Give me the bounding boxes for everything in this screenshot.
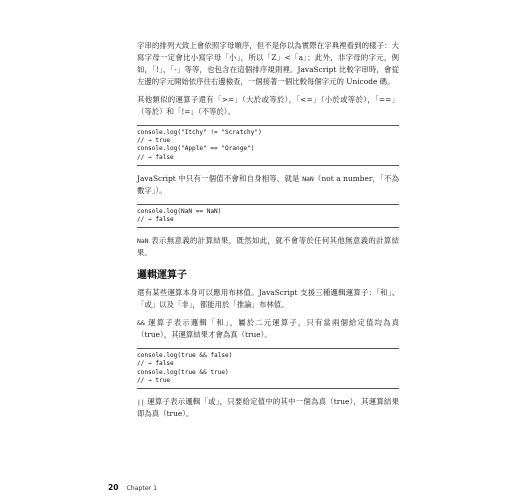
paragraph-and-operator — [137, 317, 399, 341]
inline-code-nan: NaN — [137, 237, 149, 246]
paragraph-comparison-operators: 其他類似的運算子還有「>=」（大於或等於），「<=」（小於或等於），「==」（等於）和「!=」（不等於）。 — [137, 95, 399, 116]
paragraph-string-ordering: 字串的排列大致上會依照字母順序，但不是你以為實際在字典裡看到的樣子：大寫字母一定會比小寫字母「小」，所以「Z」<「a」；此外，非字母的字元，例如，「!」、「-」等等，也包含在這個排序規則裡。JavaScript 比較字串時，會從左邊的字元開始依序往右邊檢查，一個接著一個比較每個字元的 Unicode 碼。 — [137, 41, 399, 86]
code-line: // → true — [137, 137, 171, 145]
code-line: // → false — [137, 216, 174, 224]
section-heading-logical-operators: 邏輯運算子 — [137, 270, 187, 282]
code-line: console.log(true && false) — [137, 352, 233, 360]
code-line: console.log(NaN == NaN) — [137, 207, 222, 215]
inline-code-or: || — [137, 398, 145, 407]
paragraph-nan-meaning — [137, 235, 399, 259]
inline-code-and: && — [137, 319, 145, 328]
text-span: 表示無意義的計算結果，既然如此，就不會等於任何其他無意義的計算結果。 — [137, 236, 399, 258]
page-footer — [108, 475, 157, 494]
text-span: JavaScript 中只有一個值不會和自身相等，就是 — [137, 173, 303, 183]
code-block-nan-compare — [137, 204, 399, 228]
paragraph-logical-intro: 還有某些運算本身可以應用布林值。JavaScript 支援三種邏輯運算子：「和」、「或」以及「非」，都能用於「推論」布林值。 — [137, 288, 399, 310]
code-block-and-examples — [137, 348, 399, 389]
page-body — [137, 40, 399, 420]
code-line: console.log("Apple" == "Orange") — [137, 145, 255, 153]
paragraph-nan-intro — [137, 173, 399, 197]
paragraph-or-operator — [137, 396, 399, 420]
code-block-string-compare — [137, 125, 399, 166]
code-line: // → false — [137, 360, 174, 368]
chapter-label: Chapter 1 — [126, 485, 158, 492]
code-line: console.log("Itchy" != "Scratchy") — [137, 129, 262, 136]
inline-code-nan: NaN — [302, 174, 314, 183]
page-number: 20 — [108, 483, 119, 492]
code-line: // → false — [137, 153, 174, 161]
text-span: 運算子表示邏輯「或」，只要給定值中的其中一個為真（true），其運算結果即為真（true）。 — [137, 397, 399, 419]
code-line: // → true — [137, 376, 171, 384]
text-span: 運算子表示邏輯「和」，屬於二元運算子，只有當兩個給定值均為真（true），其運算結果才會為真（true）。 — [137, 318, 399, 340]
code-line: console.log(true && true) — [137, 368, 229, 376]
text-span: （not a number，「不為數字」）。 — [137, 173, 399, 195]
